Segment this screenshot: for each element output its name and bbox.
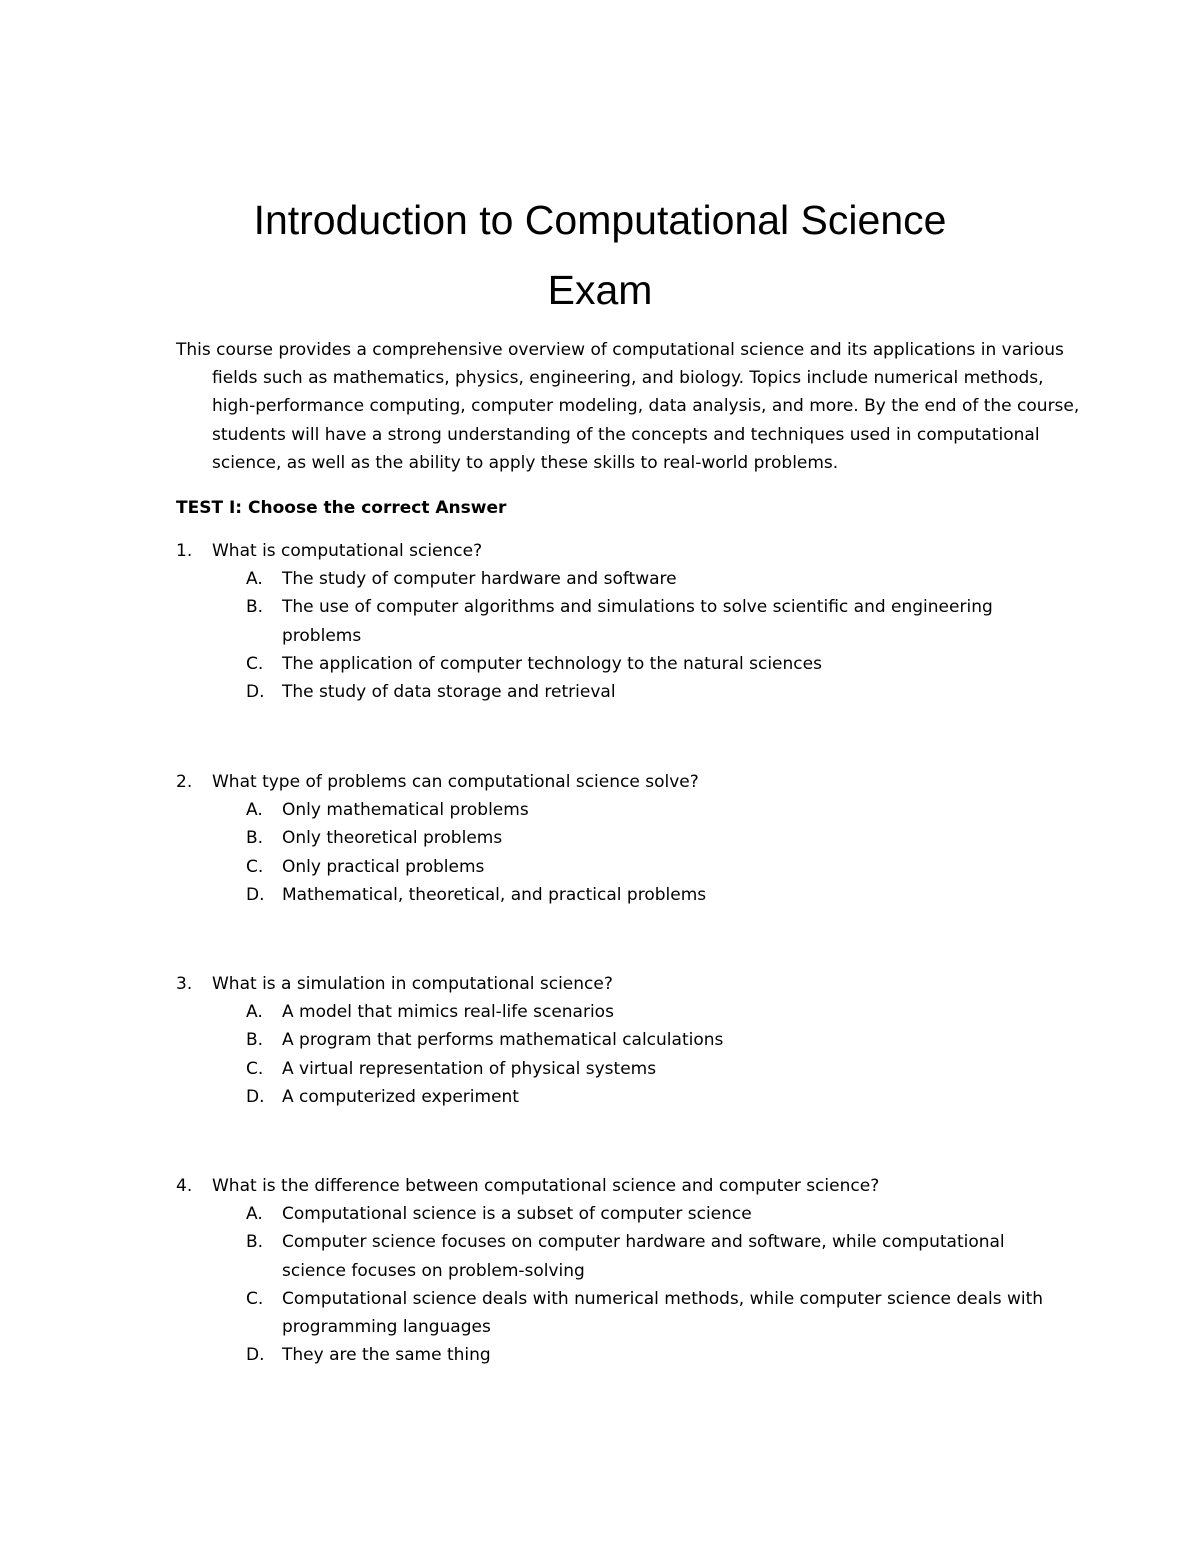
option-text: A computerized experiment <box>282 1086 519 1107</box>
option-letter: A. <box>246 1002 263 1023</box>
option-a <box>176 1200 1056 1228</box>
option-d <box>176 678 1056 706</box>
option-letter: A. <box>246 1204 263 1225</box>
question-text: What is computational science? <box>212 541 483 561</box>
question-1-options <box>176 565 1056 706</box>
option-a <box>176 998 1056 1026</box>
option-d <box>176 1083 1056 1111</box>
option-letter: D. <box>246 884 265 905</box>
option-letter: D. <box>246 1086 265 1107</box>
option-c <box>176 1285 1056 1341</box>
option-b <box>176 1228 1056 1284</box>
option-c <box>176 1055 1056 1083</box>
option-a <box>176 565 1056 593</box>
question-2 <box>176 768 1056 909</box>
option-text: The study of data storage and retrieval <box>282 682 616 703</box>
course-description: This course provides a comprehensive overview of computational science and its applications in various fields such as mathematics, physics, engineering, and biology. Topics include numerical methods, high-performance computing, computer modeling, data analysis, and more. By the end of the course, students will have a strong understanding of the concepts and techniques used in computational science, as well as the ability to apply these skills to real-world problems. <box>176 340 1080 473</box>
option-text: A program that performs mathematical calculations <box>282 1030 724 1051</box>
option-c <box>176 650 1056 678</box>
question-4 <box>176 1172 1056 1369</box>
option-text: Mathematical, theoretical, and practical problems <box>282 884 707 905</box>
option-text: The application of computer technology to the natural sciences <box>282 653 822 674</box>
option-text: Computational science is a subset of computer science <box>282 1204 752 1225</box>
question-4-options <box>176 1200 1056 1369</box>
option-letter: B. <box>246 828 264 849</box>
option-letter: B. <box>246 597 264 618</box>
option-b <box>176 824 1056 852</box>
option-text: A model that mimics real-life scenarios <box>282 1002 614 1023</box>
option-c <box>176 853 1056 881</box>
question-1-prompt <box>176 537 1056 565</box>
option-text: The use of computer algorithms and simulations to solve scientific and engineering problems <box>282 597 993 646</box>
option-letter: C. <box>246 653 264 674</box>
option-letter: C. <box>246 856 264 877</box>
option-text: Only theoretical problems <box>282 828 503 849</box>
option-text: Only practical problems <box>282 856 485 877</box>
option-a <box>176 796 1056 824</box>
option-text: A virtual representation of physical systems <box>282 1058 657 1079</box>
option-letter: A. <box>246 800 263 821</box>
option-text: Computer science focuses on computer hardware and software, while computational science focuses on problem-solving <box>282 1232 1005 1281</box>
option-text: Only mathematical problems <box>282 800 529 821</box>
question-text: What is a simulation in computational science? <box>212 974 613 994</box>
question-number: 4. <box>176 1176 193 1196</box>
question-1 <box>176 537 1056 706</box>
option-letter: D. <box>246 682 265 703</box>
question-2-prompt <box>176 768 1056 796</box>
question-number: 1. <box>176 541 193 561</box>
option-letter: D. <box>246 1345 265 1366</box>
option-d <box>176 881 1056 909</box>
question-4-prompt <box>176 1172 1056 1200</box>
option-text: The study of computer hardware and software <box>282 569 677 590</box>
option-letter: C. <box>246 1288 264 1309</box>
option-letter: B. <box>246 1232 264 1253</box>
test-heading: TEST I: Choose the correct Answer <box>176 498 507 518</box>
option-b <box>176 1026 1056 1054</box>
question-3 <box>176 970 1056 1111</box>
question-3-options <box>176 998 1056 1111</box>
question-number: 2. <box>176 772 193 792</box>
option-letter: A. <box>246 569 263 590</box>
question-3-prompt <box>176 970 1056 998</box>
document-title-line-2: Exam <box>547 267 653 313</box>
option-letter: B. <box>246 1030 264 1051</box>
option-d <box>176 1341 1056 1369</box>
option-text: Computational science deals with numerical methods, while computer science deals with programming languages <box>282 1288 1044 1338</box>
question-text: What is the difference between computational science and computer science? <box>212 1176 880 1196</box>
option-letter: C. <box>246 1058 264 1079</box>
question-number: 3. <box>176 974 193 994</box>
document-title-line-1: Introduction to Computational Science <box>253 197 947 243</box>
option-b <box>176 593 1056 649</box>
question-text: What type of problems can computational science solve? <box>212 772 699 792</box>
question-2-options <box>176 796 1056 909</box>
option-text: They are the same thing <box>282 1345 491 1366</box>
